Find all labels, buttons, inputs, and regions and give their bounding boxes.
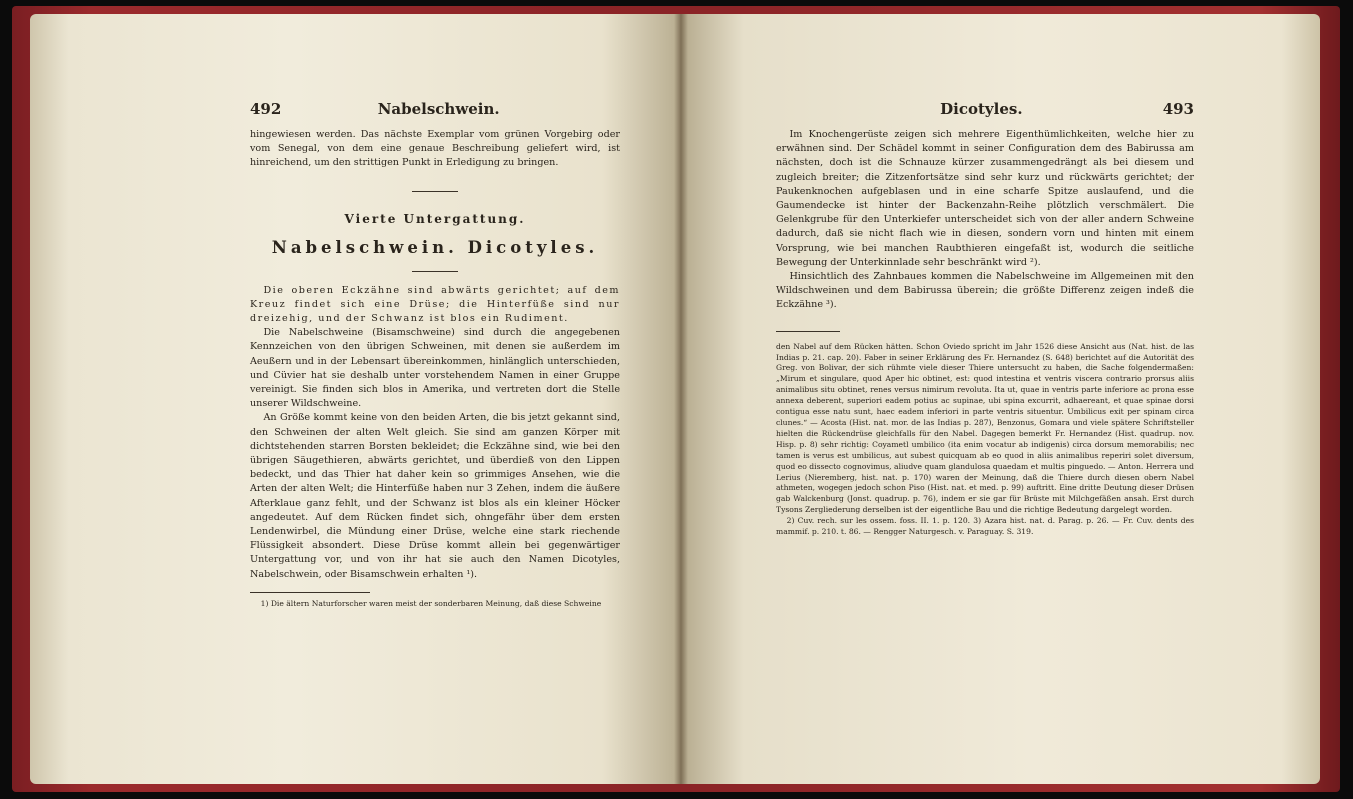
right-footnote-rule xyxy=(776,331,840,332)
genus-diagnosis: Die oberen Eckzähne sind abwärts gerichtet; auf dem Kreuz findet sich eine Drüse; die Hinterfüße sind nur dreizehig, und der Schwanz ist blos ein Rudiment. xyxy=(250,284,620,325)
right-running-title: Dicotyles. xyxy=(940,100,1023,118)
left-paragraph-3: An Größe kommt keine von den beiden Arten, die bis jetzt gekannt sind, den Schweinen der alten Welt gleich. Sie sind am ganzen Körper mit dichtstehenden starren Borsten bekleidet; die Eckzähne sind, wie bei den übrigen Säugethieren, abwärts gerichtet, und überdieß von den Lippen bedeckt, und das Thier hat daher kein so grimmiges Ansehen, wie die Arten der alten Welt; die Hinterfüße haben nur 3 Zehen, indem die äußere Afterklaue ganz fehlt, und der Schwanz ist blos als ein kleiner Höcker angedeutet. Auf dem Rücken findet sich, ohngefähr über dem ersten Lendenwirbel, die Mündung einer Drüse, welche eine stark riechende Flüssigkeit absondert. Diese Drüse kommt allein bei gegenwärtiger Untergattung vor, und von ihr hat sie auch den Namen Dicotyles, Nabelschwein, oder Bisamschwein erhalten ¹). xyxy=(250,412,620,580)
section-rule-top xyxy=(412,191,458,192)
subgenus-heading: Vierte Untergattung. xyxy=(344,211,526,226)
right-footnotes-2-3: 2) Cuv. rech. sur les ossem. foss. II. 1. p. 120. 3) Azara hist. nat. d. Parag. p. 26. — Fr. Cuv. dents des mammif. p. 210. t. 86. — Rengger Naturgesch. v. Paraguay. S. 319. xyxy=(776,516,1194,537)
left-footnote: 1) Die ältern Naturforscher waren meist der sonderbaren Meinung, daß diese Schweine xyxy=(260,598,602,608)
left-running-title: Nabelschwein. xyxy=(377,100,500,118)
left-footnote-rule xyxy=(250,592,370,593)
right-page xyxy=(680,14,1320,784)
right-running-head xyxy=(776,100,1194,118)
left-paragraph-2: Die Nabelschweine (Bisamschweine) sind durch die angegebenen Kennzeichen von den übrigen Schweinen, mit denen sie außerdem im Aeußern und in der Lebensart übereinkommen, hinlänglich unterschieden, und Cüvier hat sie deshalb unter vorstehendem Namen in einer Gruppe vereinigt. Sie finden sich blos in Amerika, und vertreten dort die Stelle unserer Wildschweine. xyxy=(250,327,620,410)
genus-title: Nabelschwein. Dicotyles. xyxy=(271,237,599,257)
left-page-body xyxy=(250,100,620,610)
right-paragraph-2: Hinsichtlich des Zahnbaues kommen die Nabelschweine im Allgemeinen mit den Wildschweinen und dem Babirussa überein; die größte Differenz zeigen indeß die Eckzähne ³). xyxy=(776,271,1194,311)
left-page xyxy=(30,14,680,784)
left-running-head xyxy=(250,100,620,118)
left-page-number: 492 xyxy=(250,100,282,118)
right-page-body xyxy=(776,100,1194,538)
section-rule-bottom xyxy=(412,271,458,272)
right-paragraph-1: Im Knochengerüste zeigen sich mehrere Eigenthümlichkeiten, welche hier zu erwähnen sind. Der Schädel kommt in seiner Configuration dem des Babirussa am nächsten, doch ist die Schnauze kürzer zusammengedrängt als bei diesem und zugleich breiter; die Zitzenfortsätze sind sehr kurz und rückwärts gerichtet; der Paukenknochen aufgeblasen und in eine scharfe Spitze auslaufend, und die Gaumendecke ist hinter der Backenzahn-Reihe plötzlich verschmälert. Die Gelenkgrube für den Unterkiefer unterscheidet sich von der aller andern Schweine dadurch, daß sie nicht flach wie in diesen, sondern vorn und hinten mit einem Vorsprung, wie bei manchen Raubthieren eingefaßt ist, wodurch die seitliche Bewegung der Unterkinnlade sehr beschränkt wird ²). xyxy=(776,129,1194,268)
right-page-number: 493 xyxy=(1162,100,1194,118)
left-paragraph-1: hingewiesen werden. Das nächste Exemplar vom grünen Vorgebirg oder vom Senegal, von dem eine genaue Beschreibung geliefert wird, ist hinreichend, um den strittigen Punkt in Erledigung zu bringen. xyxy=(250,129,620,169)
book-gutter xyxy=(674,14,688,784)
right-footnote-continued: den Nabel auf dem Rücken hätten. Schon Oviedo spricht im Jahr 1526 diese Ansicht aus (Nat. hist. de las Indias p. 21. cap. 20). Faber in seiner Erklärung des Fr. Hernandez (S. 648) berichtet auf die Autorität des Greg. von Bolivar, der sich rühmte viele dieser Thiere untersucht zu haben, die Sache folgendermaßen: „Mirum et singulare, quod Aper hic obtinet, est: quod intestina et ventris viscera contrario prorsus aliis animalibus situ obtinet, renes versus nimirum revoluta. Ita ut, quae in ventris parte inferiore ac prona esse annexa deberent, superiori eadem potius ac supinae, ubi spina excurrit, adhaereant, et quae spinae dorsi contigua esse natu sunt, haec eadem inferiori in parte ventris situentur. Umbilicus exit per spinam circa clunes.“ — Acosta (Hist. nat. mor. de las Indias p. 287), Benzonus, Gomara und viele spätere Schriftsteller hielten die Rückendrüse gleichfalls für den Nabel. Dagegen bemerkt Fr. Hernandez (Hist. quadrup. nov. Hisp. p. 8) sehr richtig: Coyametl umbilico (ita enim vocatur ab indigenis) circa dorsum memorabilis; nec tamen is verus est umbilicus, aut subest quicquam ab eo quod in aliis animalibus reperiri solet diversum, quod eo dissecto cognovimus, aliudve quam glandulosa quaedam et multis pinguedo. — Anton. Herrera und Lerius (Nieremberg, hist. nat. p. 170) waren der Meinung, daß die Thiere durch diesen obern Nabel athmeten, wogegen jedoch schon Piso (Hist. nat. et med. p. 99) auftritt. Eine dritte Deutung dieser Drüsen gab Walckenburg (Jonst. quadrup. p. 76), indem er sie gar für Brüste mit Milchgefäßen ansah. Erst durch Tysons Zergliederung derselben ist der eigentliche Bau und die richtige Bedeutung dargelegt worden. xyxy=(776,341,1194,515)
